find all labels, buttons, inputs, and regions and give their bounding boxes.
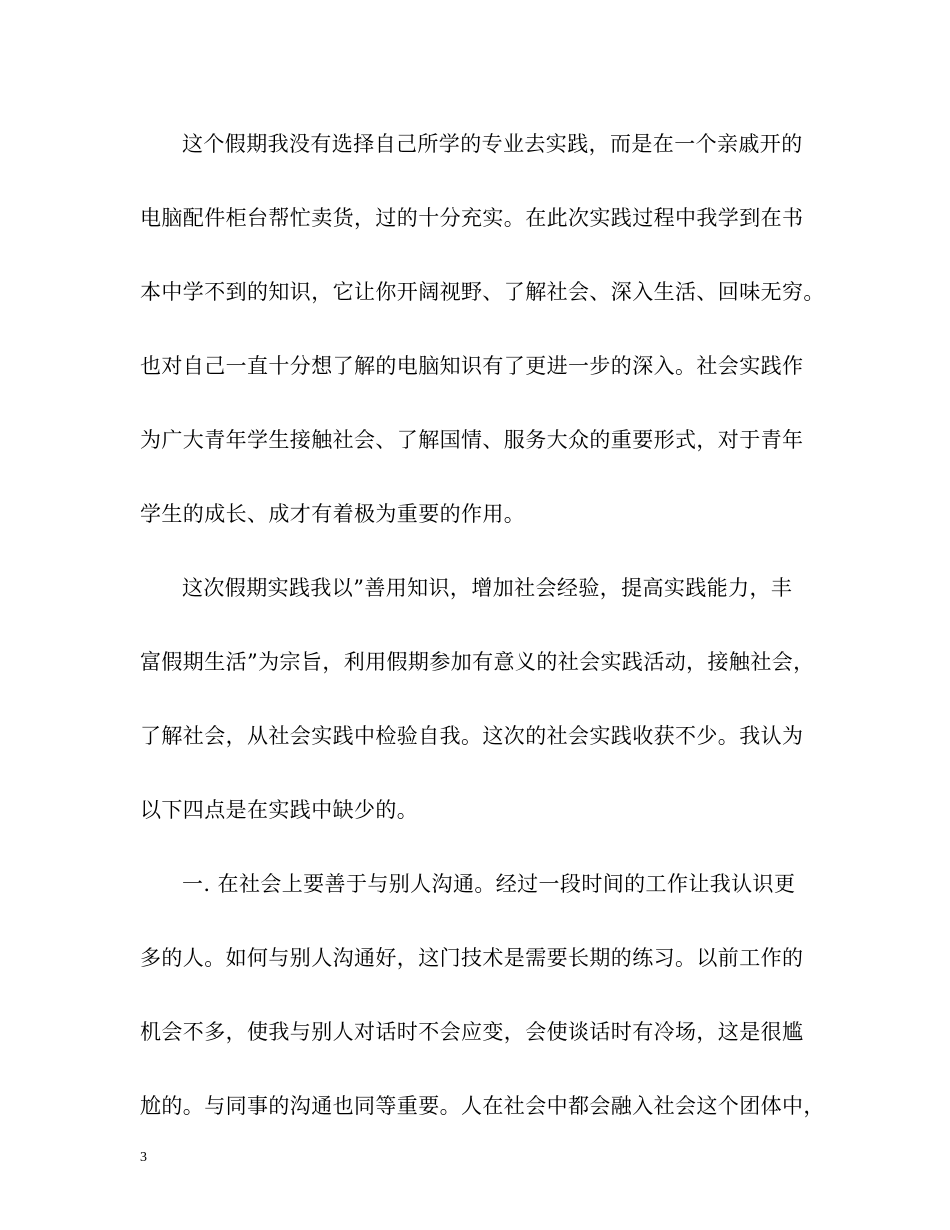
paragraph-1-line-2: 电脑配件柜台帮忙卖货，过的十分充实。在此次实践过程中我学到在书 (140, 206, 804, 230)
paragraph-1-line-5: 为广大青年学生接触社会、了解国情、服务大众的重要形式，对于青年 (140, 428, 804, 452)
paragraph-2-line-3: 了解社会，从社会实践中检验自我。这次的社会实践收获不少。我认为 (140, 724, 804, 748)
paragraph-1-line-6: 学生的成长、成才有着极为重要的作用。 (140, 502, 526, 526)
page-number: 3 (140, 1150, 147, 1165)
paragraph-2-line-2: 富假期生活”为宗旨，利用假期参加有意义的社会实践活动，接触社会， (140, 650, 815, 674)
paragraph-2-line-1: 这次假期实践我以”善用知识，增加社会经验，提高实践能力，丰 (182, 576, 793, 600)
paragraph-3-line-1: 一. 在社会上要善于与别人沟通。经过一段时间的工作让我认识更 (182, 872, 796, 896)
paragraph-2-line-4: 以下四点是在实践中缺少的。 (140, 798, 419, 822)
paragraph-1-line-3: 本中学不到的知识，它让你开阔视野、了解社会、深入生活、回味无穷。 (140, 280, 825, 304)
paragraph-1-line-4: 也对自己一直十分想了解的电脑知识有了更进一步的深入。社会实践作 (140, 354, 804, 378)
paragraph-3-line-4: 尬的。与同事的沟通也同等重要。人在社会中都会融入社会这个团体中， (140, 1094, 825, 1118)
paragraph-1-line-1: 这个假期我没有选择自己所学的专业去实践，而是在一个亲戚开的 (182, 132, 803, 156)
paragraph-3-line-3: 机会不多，使我与别人对话时不会应变，会使谈话时有冷场，这是很尴 (140, 1020, 804, 1044)
paragraph-3-line-2: 多的人。如何与别人沟通好，这门技术是需要长期的练习。以前工作的 (140, 946, 804, 970)
